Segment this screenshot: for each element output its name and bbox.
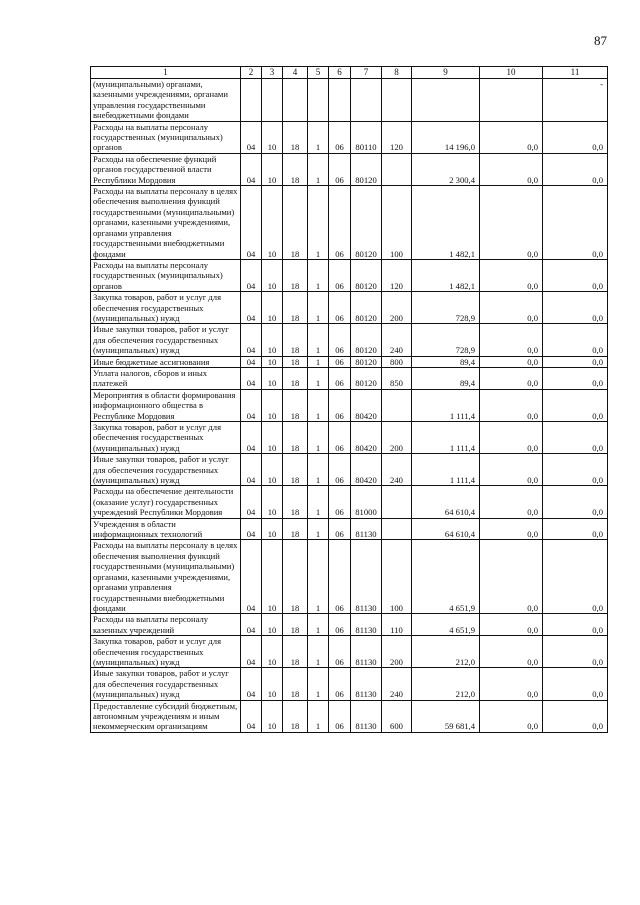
cell-section: 04	[241, 486, 262, 518]
row-name: Расходы на обеспечение деятельности (оказание услуг) государственных учреждений Республики Мордовия	[91, 486, 241, 518]
cell-main-event: 06	[329, 668, 351, 700]
cell-subsection: 10	[262, 153, 283, 185]
cell-section: 04	[241, 367, 262, 389]
cell-amount-2: 0,0	[480, 636, 543, 668]
cell-program: 18	[283, 153, 308, 185]
cell-main-event: 06	[329, 454, 351, 486]
cell-amount-2: 0,0	[480, 540, 543, 614]
cell-program: 18	[283, 518, 308, 540]
cell-subprogram: 1	[308, 518, 329, 540]
cell-direction: 80120	[351, 186, 382, 260]
table-row	[91, 389, 608, 421]
continuation-row	[91, 79, 608, 122]
cell-subprogram: 1	[308, 259, 329, 291]
row-name: Расходы на обеспечение функций органов государственной власти Республики Мордовия	[91, 153, 241, 185]
table-row	[91, 367, 608, 389]
cell-direction: 81000	[351, 486, 382, 518]
cell-amount: 212,0	[412, 636, 480, 668]
cell-amount: 4 651,9	[412, 614, 480, 636]
header-cell: 1	[91, 67, 241, 79]
cell	[412, 79, 480, 122]
cell-subprogram: 1	[308, 367, 329, 389]
cell-amount-3: 0,0	[543, 668, 608, 700]
cell-amount: 728,9	[412, 324, 480, 356]
cell-program: 18	[283, 186, 308, 260]
table-row	[91, 486, 608, 518]
cell-program: 18	[283, 700, 308, 732]
cell-program: 18	[283, 454, 308, 486]
cell-section: 04	[241, 259, 262, 291]
cell-section: 04	[241, 389, 262, 421]
table-row	[91, 700, 608, 732]
cell-expense-type: 200	[382, 636, 412, 668]
cell-subprogram: 1	[308, 121, 329, 153]
cell-amount-3: 0,0	[543, 389, 608, 421]
cell-subsection: 10	[262, 636, 283, 668]
row-name: Закупка товаров, работ и услуг для обеспечения государственных (муниципальных) нужд	[91, 292, 241, 324]
cell-amount: 1 482,1	[412, 186, 480, 260]
cell-program: 18	[283, 356, 308, 367]
cell-expense-type: 200	[382, 292, 412, 324]
cell-amount: 1 111,4	[412, 389, 480, 421]
cell-amount-3: 0,0	[543, 636, 608, 668]
cell-amount-3: 0,0	[543, 454, 608, 486]
cell	[382, 79, 412, 122]
cell-direction: 81130	[351, 518, 382, 540]
cell-direction: 80420	[351, 389, 382, 421]
cell-main-event: 06	[329, 153, 351, 185]
row-name: Иные закупки товаров, работ и услуг для обеспечения государственных (муниципальных) нужд	[91, 668, 241, 700]
header-cell: 10	[480, 67, 543, 79]
cell-subsection: 10	[262, 486, 283, 518]
cell-main-event: 06	[329, 614, 351, 636]
table-row	[91, 153, 608, 185]
cell-amount-3: 0,0	[543, 540, 608, 614]
row-name: Расходы на выплаты персоналу в целях обеспечения выполнения функций государственными (муниципальными) органами, казенными учреждениями, органами управления государственными внебюджетными фондами	[91, 186, 241, 260]
cell-subprogram: 1	[308, 422, 329, 454]
cell-section: 04	[241, 518, 262, 540]
cell-amount-2: 0,0	[480, 324, 543, 356]
cell-amount-3: 0,0	[543, 259, 608, 291]
cell-section: 04	[241, 636, 262, 668]
cell-subsection: 10	[262, 518, 283, 540]
table-row	[91, 540, 608, 614]
cell-amount: 64 610,4	[412, 518, 480, 540]
table-row	[91, 356, 608, 367]
cell-amount: 14 196,0	[412, 121, 480, 153]
cell-subsection: 10	[262, 292, 283, 324]
cell-program: 18	[283, 486, 308, 518]
cell-amount-2: 0,0	[480, 422, 543, 454]
cell-amount-2: 0,0	[480, 121, 543, 153]
cell-subprogram: 1	[308, 292, 329, 324]
header-cell: 9	[412, 67, 480, 79]
cell-amount: 59 681,4	[412, 700, 480, 732]
cell-amount-2: 0,0	[480, 668, 543, 700]
cell-section: 04	[241, 614, 262, 636]
cell-subsection: 10	[262, 540, 283, 614]
cell-expense-type: 110	[382, 614, 412, 636]
cell-expense-type	[382, 153, 412, 185]
cell-subsection: 10	[262, 356, 283, 367]
cell-subprogram: 1	[308, 153, 329, 185]
table-row	[91, 186, 608, 260]
cell-main-event: 06	[329, 389, 351, 421]
row-name: Учреждения в области информационных технологий	[91, 518, 241, 540]
header-cell: 6	[329, 67, 351, 79]
cell-program: 18	[283, 614, 308, 636]
cell	[308, 79, 329, 122]
cell-direction: 80110	[351, 121, 382, 153]
header-cell: 5	[308, 67, 329, 79]
cell-subprogram: 1	[308, 636, 329, 668]
cell-amount: 212,0	[412, 668, 480, 700]
cell-direction: 80120	[351, 367, 382, 389]
cell-main-event: 06	[329, 367, 351, 389]
cell-expense-type: 240	[382, 454, 412, 486]
cell-program: 18	[283, 422, 308, 454]
cell-amount-2: 0,0	[480, 367, 543, 389]
table-row	[91, 614, 608, 636]
cell-direction: 81130	[351, 700, 382, 732]
cell-section: 04	[241, 540, 262, 614]
header-cell: 8	[382, 67, 412, 79]
cell-section: 04	[241, 422, 262, 454]
cell-main-event: 06	[329, 486, 351, 518]
cell-section: 04	[241, 186, 262, 260]
table-row	[91, 121, 608, 153]
cell-subsection: 10	[262, 121, 283, 153]
table-row	[91, 518, 608, 540]
cell-amount-2: 0,0	[480, 614, 543, 636]
cell-section: 04	[241, 700, 262, 732]
cell-main-event: 06	[329, 636, 351, 668]
row-name: Иные закупки товаров, работ и услуг для обеспечения государственных (муниципальных) нужд	[91, 454, 241, 486]
cell-amount-2: 0,0	[480, 518, 543, 540]
cell-section: 04	[241, 454, 262, 486]
row-name: Расходы на выплаты персоналу в целях обеспечения выполнения функций государственными (муниципальными) органами, казенными учреждениями, органами управления государственными внебюджетными фондами	[91, 540, 241, 614]
cell-amount-3: 0,0	[543, 153, 608, 185]
cell-amount-2: 0,0	[480, 259, 543, 291]
cell-direction: 80420	[351, 422, 382, 454]
row-name: Расходы на выплаты персоналу казенных учреждений	[91, 614, 241, 636]
cell-expense-type: 100	[382, 540, 412, 614]
cell-subsection: 10	[262, 454, 283, 486]
cell-amount-3: 0,0	[543, 518, 608, 540]
cell-main-event: 06	[329, 356, 351, 367]
cell-program: 18	[283, 121, 308, 153]
cell-expense-type: 240	[382, 324, 412, 356]
cell-amount-3: 0,0	[543, 292, 608, 324]
cell-subprogram: 1	[308, 186, 329, 260]
cell-amount: 2 300,4	[412, 153, 480, 185]
cell-program: 18	[283, 292, 308, 324]
cell-expense-type: 200	[382, 422, 412, 454]
table-row	[91, 668, 608, 700]
cell-amount-3: 0,0	[543, 486, 608, 518]
cell-amount-3: 0,0	[543, 356, 608, 367]
cell-expense-type: 100	[382, 186, 412, 260]
cell-direction: 81130	[351, 636, 382, 668]
cell-amount-3: 0,0	[543, 700, 608, 732]
row-name: Закупка товаров, работ и услуг для обеспечения государственных (муниципальных) нужд	[91, 636, 241, 668]
cell-amount: 4 651,9	[412, 540, 480, 614]
cell-amount: 728,9	[412, 292, 480, 324]
header-cell: 7	[351, 67, 382, 79]
cell-subprogram: 1	[308, 700, 329, 732]
cell-expense-type: 600	[382, 700, 412, 732]
cell-direction: 81130	[351, 614, 382, 636]
cell-main-event: 06	[329, 259, 351, 291]
table-row	[91, 636, 608, 668]
cell-amount-3: 0,0	[543, 186, 608, 260]
cell-section: 04	[241, 292, 262, 324]
cell-direction: 80120	[351, 356, 382, 367]
table-row	[91, 422, 608, 454]
cell-subprogram: 1	[308, 356, 329, 367]
cell-main-event: 06	[329, 540, 351, 614]
cell-program: 18	[283, 259, 308, 291]
cell-amount-2: 0,0	[480, 153, 543, 185]
row-name: Расходы на выплаты персоналу государственных (муниципальных) органов	[91, 121, 241, 153]
cell-amount-3: 0,0	[543, 422, 608, 454]
cell-subsection: 10	[262, 324, 283, 356]
cell-amount: 1 111,4	[412, 454, 480, 486]
cell	[283, 79, 308, 122]
cell	[351, 79, 382, 122]
cell	[262, 79, 283, 122]
row-name: Иные закупки товаров, работ и услуг для обеспечения государственных (муниципальных) нужд	[91, 324, 241, 356]
cell-direction: 80120	[351, 153, 382, 185]
cell-main-event: 06	[329, 186, 351, 260]
cell-subprogram: 1	[308, 668, 329, 700]
cell-section: 04	[241, 121, 262, 153]
budget-table	[90, 66, 608, 733]
cell-expense-type	[382, 486, 412, 518]
row-name: Мероприятия в области формирования информационного общества в Республике Мордовия	[91, 389, 241, 421]
row-name: Уплата налогов, сборов и иных платежей	[91, 367, 241, 389]
cell-amount: 89,4	[412, 356, 480, 367]
cell-amount-2: 0,0	[480, 186, 543, 260]
table-row	[91, 292, 608, 324]
cell	[241, 79, 262, 122]
cell-main-event: 06	[329, 422, 351, 454]
cell-subsection: 10	[262, 186, 283, 260]
cell-expense-type: 120	[382, 259, 412, 291]
cell-expense-type: 240	[382, 668, 412, 700]
cell-subsection: 10	[262, 259, 283, 291]
cell-subsection: 10	[262, 700, 283, 732]
cell-subprogram: 1	[308, 614, 329, 636]
cell-main-event: 06	[329, 700, 351, 732]
cell: -	[543, 79, 608, 122]
cell	[480, 79, 543, 122]
cell-direction: 80120	[351, 324, 382, 356]
cell-amount-3: 0,0	[543, 121, 608, 153]
cell-direction: 81130	[351, 540, 382, 614]
cell-amount-2: 0,0	[480, 486, 543, 518]
row-name: (муниципальными) органами, казенными учреждениями, органами управления государственными внебюджетными фондами	[91, 79, 241, 122]
cell-program: 18	[283, 636, 308, 668]
cell-expense-type: 120	[382, 121, 412, 153]
row-name: Иные бюджетные ассигнования	[91, 356, 241, 367]
cell-amount: 1 111,4	[412, 422, 480, 454]
cell-expense-type: 850	[382, 367, 412, 389]
table-row	[91, 259, 608, 291]
cell-subsection: 10	[262, 668, 283, 700]
cell-expense-type: 800	[382, 356, 412, 367]
page-number: 87	[594, 33, 607, 48]
header-cell: 2	[241, 67, 262, 79]
cell-subprogram: 1	[308, 540, 329, 614]
cell-amount: 89,4	[412, 367, 480, 389]
cell-direction: 81130	[351, 668, 382, 700]
cell-main-event: 06	[329, 324, 351, 356]
cell-subprogram: 1	[308, 389, 329, 421]
cell-program: 18	[283, 367, 308, 389]
cell-direction: 80420	[351, 454, 382, 486]
cell-section: 04	[241, 668, 262, 700]
cell-main-event: 06	[329, 292, 351, 324]
cell-main-event: 06	[329, 121, 351, 153]
cell-subsection: 10	[262, 614, 283, 636]
cell-amount-2: 0,0	[480, 454, 543, 486]
header-cell: 3	[262, 67, 283, 79]
header-row	[91, 67, 608, 79]
cell-amount-3: 0,0	[543, 367, 608, 389]
cell-program: 18	[283, 540, 308, 614]
cell-amount-2: 0,0	[480, 700, 543, 732]
cell-subprogram: 1	[308, 324, 329, 356]
cell-subsection: 10	[262, 367, 283, 389]
cell	[329, 79, 351, 122]
cell-program: 18	[283, 668, 308, 700]
cell-direction: 80120	[351, 259, 382, 291]
cell-amount-2: 0,0	[480, 356, 543, 367]
cell-amount: 1 482,1	[412, 259, 480, 291]
cell-section: 04	[241, 356, 262, 367]
cell-main-event: 06	[329, 518, 351, 540]
header-cell: 11	[543, 67, 608, 79]
cell-program: 18	[283, 324, 308, 356]
cell-amount-3: 0,0	[543, 324, 608, 356]
cell-amount-2: 0,0	[480, 292, 543, 324]
cell-amount-3: 0,0	[543, 614, 608, 636]
cell-subsection: 10	[262, 389, 283, 421]
cell-amount: 64 610,4	[412, 486, 480, 518]
row-name: Предоставление субсидий бюджетным, автономным учреждениям и иным некоммерческим организациям	[91, 700, 241, 732]
cell-direction: 80120	[351, 292, 382, 324]
header-cell: 4	[283, 67, 308, 79]
cell-subprogram: 1	[308, 486, 329, 518]
table-row	[91, 454, 608, 486]
cell-section: 04	[241, 324, 262, 356]
cell-subprogram: 1	[308, 454, 329, 486]
table-row	[91, 324, 608, 356]
row-name: Расходы на выплаты персоналу государственных (муниципальных) органов	[91, 259, 241, 291]
cell-program: 18	[283, 389, 308, 421]
cell-expense-type	[382, 518, 412, 540]
row-name: Закупка товаров, работ и услуг для обеспечения государственных (муниципальных) нужд	[91, 422, 241, 454]
cell-section: 04	[241, 153, 262, 185]
cell-expense-type	[382, 389, 412, 421]
cell-amount-2: 0,0	[480, 389, 543, 421]
cell-subsection: 10	[262, 422, 283, 454]
